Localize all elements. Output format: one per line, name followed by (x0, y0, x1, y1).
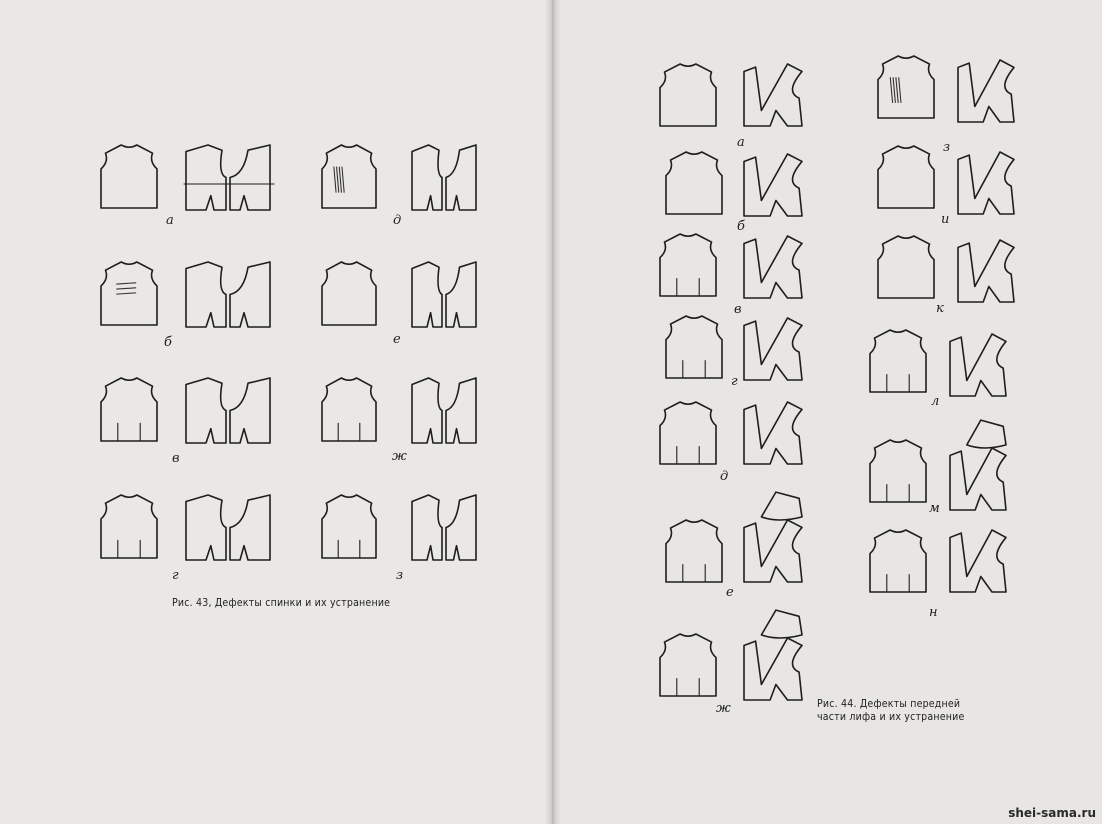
fig44-bodice-right-1 (878, 146, 934, 208)
fig44-bodice-left-0 (660, 64, 716, 126)
fig43-bodice-left-1 (101, 262, 157, 325)
fig44-piece-left-4 (744, 402, 802, 464)
fig44-label-b: б (737, 219, 745, 234)
figure-43-caption: Рис. 43, Дефекты спинки и их устранение (172, 597, 391, 609)
fig44-label-d: д (720, 469, 729, 484)
fig43-pieces-left-0 (184, 145, 274, 210)
fig44-bodice-left-1 (666, 152, 722, 214)
fig43-bodice-left-2 (101, 378, 157, 441)
fig44-piece-right-4 (950, 420, 1006, 510)
fig44-bodice-right-4 (870, 440, 926, 502)
fig44-bodice-left-5 (666, 520, 722, 582)
fig44-label-l: л (931, 394, 940, 409)
figure-44-caption-line2: части лифа и их устранение (817, 711, 965, 723)
fig44-label-z: з (943, 140, 951, 155)
fig44-piece-left-1 (744, 154, 802, 216)
fig43-pieces-right-3 (412, 495, 476, 560)
fig43-bodice-right-2 (322, 378, 376, 441)
fig43-label-zh: ж (392, 449, 407, 464)
fig43-label-v: в (172, 451, 180, 466)
fig44-label-g: г (731, 374, 738, 389)
fig43-label-b: б (164, 335, 172, 350)
fig44-label-k: к (936, 301, 944, 316)
fig44-label-n: н (929, 605, 938, 620)
fig43-label-e: е (393, 332, 401, 347)
watermark: shei-sama.ru (1008, 806, 1096, 820)
fig44-label-i: и (941, 212, 950, 227)
fig44-bodice-right-0 (878, 56, 934, 118)
fig44-label-m: м (929, 501, 940, 516)
fig43-label-g: г (172, 568, 179, 583)
fig43-label-z: з (396, 568, 404, 583)
fig44-label-e: е (726, 585, 734, 600)
fig44-piece-right-5 (950, 530, 1006, 592)
figure-44-caption-line1: Рис. 44. Дефекты передней (817, 698, 961, 710)
fig43-pieces-left-2 (186, 378, 270, 443)
fig44-bodice-left-2 (660, 234, 716, 296)
fig44-bodice-right-3 (870, 330, 926, 392)
fig44-piece-left-6 (744, 610, 802, 700)
figure-44-caption (817, 698, 1007, 724)
fig43-pieces-right-1 (412, 262, 476, 327)
fig43-pieces-right-0 (412, 145, 476, 210)
fig44-piece-right-3 (950, 334, 1006, 396)
fig43-bodice-right-0 (322, 145, 376, 208)
fig43-pieces-left-3 (186, 495, 270, 560)
fig44-bodice-left-4 (660, 402, 716, 464)
fig43-pieces-left-1 (186, 262, 270, 327)
fig44-bodice-right-5 (870, 530, 926, 592)
fig44-piece-left-0 (744, 64, 802, 126)
fig43-pieces-right-2 (412, 378, 476, 443)
fig44-bodice-left-6 (660, 634, 716, 696)
fig44-bodice-left-3 (666, 316, 722, 378)
fig44-piece-left-3 (744, 318, 802, 380)
fig44-piece-right-1 (958, 152, 1014, 214)
fig44-piece-right-2 (958, 240, 1014, 302)
fig43-bodice-right-3 (322, 495, 376, 558)
fig44-piece-left-2 (744, 236, 802, 298)
fig44-piece-right-0 (958, 60, 1014, 122)
fig44-label-zh: ж (716, 701, 731, 716)
fig43-bodice-right-1 (322, 262, 376, 325)
fig44-bodice-right-2 (878, 236, 934, 298)
fig43-label-d: д (393, 213, 402, 228)
fig43-bodice-left-3 (101, 495, 157, 558)
fig43-label-a: а (166, 213, 174, 228)
fig44-label-a: а (737, 135, 745, 150)
fig43-bodice-left-0 (101, 145, 157, 208)
fig44-label-v: в (734, 302, 742, 317)
fig44-piece-left-5 (744, 492, 802, 582)
